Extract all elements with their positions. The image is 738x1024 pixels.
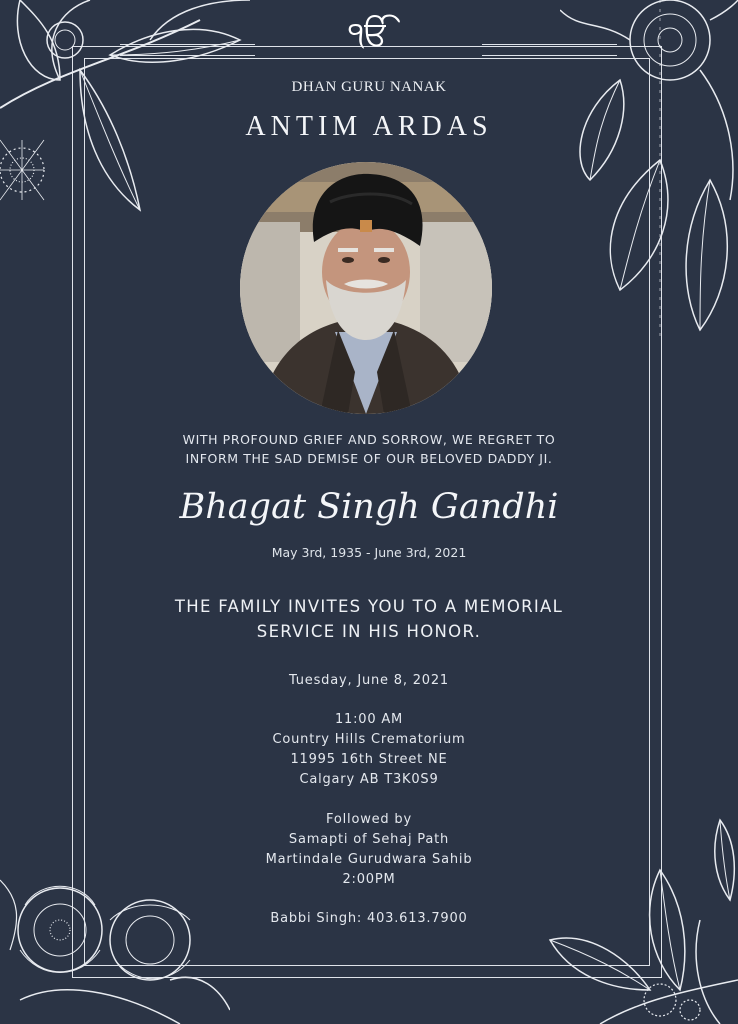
life-dates: May 3rd, 1935 - June 3rd, 2021 — [271, 545, 467, 560]
announcement-line-2: INFORM THE SAD DEMISE OF OUR BELOVED DADDY JI. — [185, 451, 553, 466]
contact-info — [0, 909, 738, 929]
announcement-text — [0, 430, 738, 468]
ik-onkar-symbol: ੴ — [348, 14, 390, 54]
followup-details — [0, 810, 738, 890]
invitation-line-1: THE FAMILY INVITES YOU TO A MEMORIAL — [174, 597, 564, 616]
followup-line-2: Samapti of Sehaj Path — [288, 832, 450, 847]
service-date — [0, 671, 738, 691]
service-details — [0, 710, 738, 790]
portrait-illustration-icon — [240, 162, 492, 414]
deceased-name: Bhagat Singh Gandhi — [179, 487, 559, 527]
followup-time: 2:00PM — [342, 872, 396, 887]
followup-line-3: Martindale Gurudwara Sahib — [265, 852, 473, 867]
invitation-text — [0, 594, 738, 644]
header-subtitle: DHAN GURU NANAK — [291, 79, 447, 95]
service-venue: Country Hills Crematorium — [272, 732, 466, 747]
invitation-line-2: SERVICE IN HIS HONOR. — [256, 622, 482, 641]
followup-line-1: Followed by — [326, 812, 412, 827]
portrait-photo — [240, 162, 492, 414]
service-time: 11:00 AM — [334, 712, 404, 727]
service-city: Calgary AB T3K0S9 — [299, 772, 439, 787]
service-date-text: Tuesday, June 8, 2021 — [288, 673, 449, 688]
service-street: 11995 16th Street NE — [290, 752, 448, 767]
contact-text: Babbi Singh: 403.613.7900 — [270, 911, 468, 926]
announcement-line-1: WITH PROFOUND GRIEF AND SORROW, WE REGRET TO — [182, 432, 556, 447]
page-title: ANTIM ARDAS — [245, 111, 493, 142]
